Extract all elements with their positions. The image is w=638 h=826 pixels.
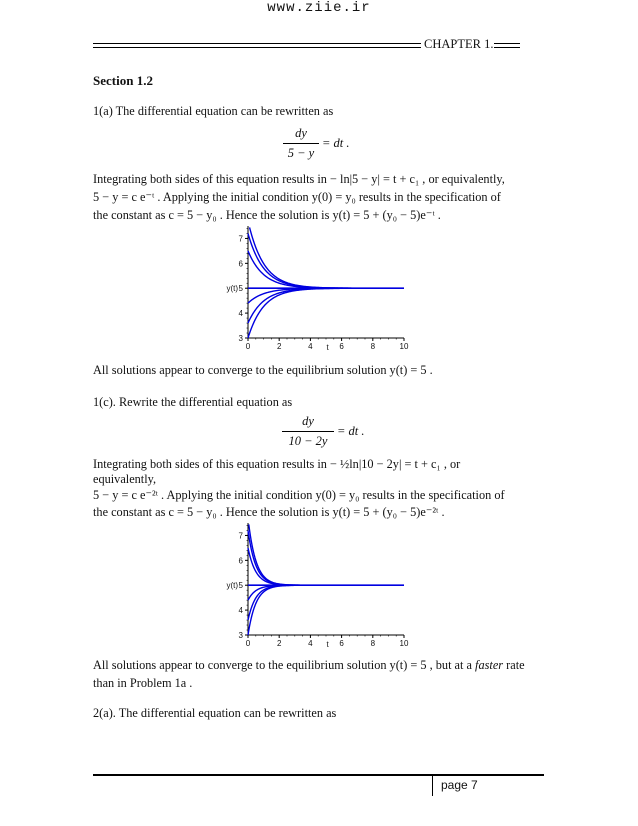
problem-1a-intro: 1(a) The differential equation can be rewritten as xyxy=(93,104,334,118)
solution-curve xyxy=(248,585,404,620)
problem-1c-line3: 5 − y = c e⁻²ᵗ . Applying the initial condition y(0) = y₀ results in the specification of xyxy=(93,488,505,502)
x-tick-label: 4 xyxy=(308,639,313,648)
x-tick-label: 4 xyxy=(308,342,313,351)
y-tick-label: 6 xyxy=(238,556,243,566)
problem-2a-intro: 2(a). The differential equation can be rewritten as xyxy=(93,706,337,720)
emphasis-faster: faster xyxy=(475,658,504,672)
header-rule xyxy=(93,43,421,44)
watermark: www.ziie.ir xyxy=(267,0,371,16)
problem-1c-conclusion-line2: than in Problem 1a . xyxy=(93,676,193,690)
equation-1c-fraction xyxy=(282,414,334,449)
problem-1c-line1: Integrating both sides of this equation results in − ½ln|10 − 2y| = t + c₁ , or xyxy=(93,457,461,471)
x-tick-label: 10 xyxy=(399,639,409,648)
header-rule xyxy=(494,47,520,48)
y-tick-label: 6 xyxy=(238,259,243,269)
problem-1c-line4: the constant as c = 5 − y₀ . Hence the solution is y(t) = 5 + (y₀ − 5)e⁻²ᵗ . xyxy=(93,505,445,519)
y-tick-label: 4 xyxy=(238,606,243,616)
x-axis-label: t xyxy=(326,343,329,352)
solution-curve xyxy=(248,585,404,635)
x-tick-label: 10 xyxy=(399,342,409,351)
equation-1a-fraction xyxy=(283,126,319,161)
y-axis-label: y(t) xyxy=(226,284,238,294)
problem-1c-intro: 1(c). Rewrite the differential equation as xyxy=(93,395,293,409)
equation-1c-rhs: = dt . xyxy=(337,424,365,438)
y-tick-label: 3 xyxy=(238,334,243,343)
equation-1a-rhs: = dt . xyxy=(322,136,350,150)
header-rule xyxy=(494,43,520,44)
x-tick-label: 6 xyxy=(339,342,344,351)
solution-curve xyxy=(248,251,404,288)
y-axis-label: y(t) xyxy=(226,581,238,591)
problem-1c-conclusion xyxy=(93,656,525,674)
equation-numerator: dy xyxy=(295,126,307,140)
x-tick-label: 8 xyxy=(370,639,376,648)
y-tick-label: 5 xyxy=(238,284,243,294)
problem-1a-line2: 5 − y = c e⁻ᵗ . Applying the initial condition y(0) = y₀ results in the specification of xyxy=(93,190,501,204)
solution-curve xyxy=(248,288,404,323)
x-axis-label: t xyxy=(326,640,329,649)
conclusion-text-end: rate xyxy=(503,658,525,672)
x-tick-label: 2 xyxy=(276,639,282,648)
x-tick-label: 2 xyxy=(276,342,282,351)
page-number: page 7 xyxy=(441,778,478,792)
y-tick-label: 7 xyxy=(238,234,243,244)
x-tick-label: 8 xyxy=(370,342,376,351)
solution-plot-1a xyxy=(208,220,418,352)
equation-denominator: 5 − y xyxy=(287,146,315,160)
fraction-bar xyxy=(282,431,334,432)
header-rule xyxy=(93,47,421,48)
solution-plot-1c xyxy=(208,517,418,649)
equation-numerator: dy xyxy=(302,414,314,428)
x-tick-label: 6 xyxy=(339,639,344,648)
solution-curve xyxy=(249,524,404,585)
x-tick-label: 0 xyxy=(245,342,251,351)
problem-1c-line2: equivalently, xyxy=(93,472,157,486)
problem-1a-line3: the constant as c = 5 − y₀ . Hence the solution is y(t) = 5 + (y₀ − 5)e⁻ᵗ . xyxy=(93,208,441,222)
y-tick-label: 7 xyxy=(238,531,243,541)
y-tick-label: 3 xyxy=(238,631,243,640)
section-title: Section 1.2 xyxy=(93,73,153,88)
conclusion-text: All solutions appear to converge to the equilibrium solution y(t) = 5 , but at a xyxy=(93,658,476,672)
chapter-label: CHAPTER 1. xyxy=(424,37,494,51)
y-tick-label: 5 xyxy=(238,581,243,591)
solution-curve xyxy=(250,227,404,288)
fraction-bar xyxy=(283,143,319,144)
solution-curve xyxy=(248,548,404,585)
y-tick-label: 4 xyxy=(238,309,243,319)
equation-denominator: 10 − 2y xyxy=(288,434,328,448)
problem-1a-conclusion: All solutions appear to converge to the equilibrium solution y(t) = 5 . xyxy=(93,363,433,377)
x-tick-label: 0 xyxy=(245,639,251,648)
problem-1a-line1: Integrating both sides of this equation results in − ln|5 − y| = t + c₁ , or equivalently, xyxy=(93,172,505,186)
solution-curve xyxy=(248,530,404,585)
